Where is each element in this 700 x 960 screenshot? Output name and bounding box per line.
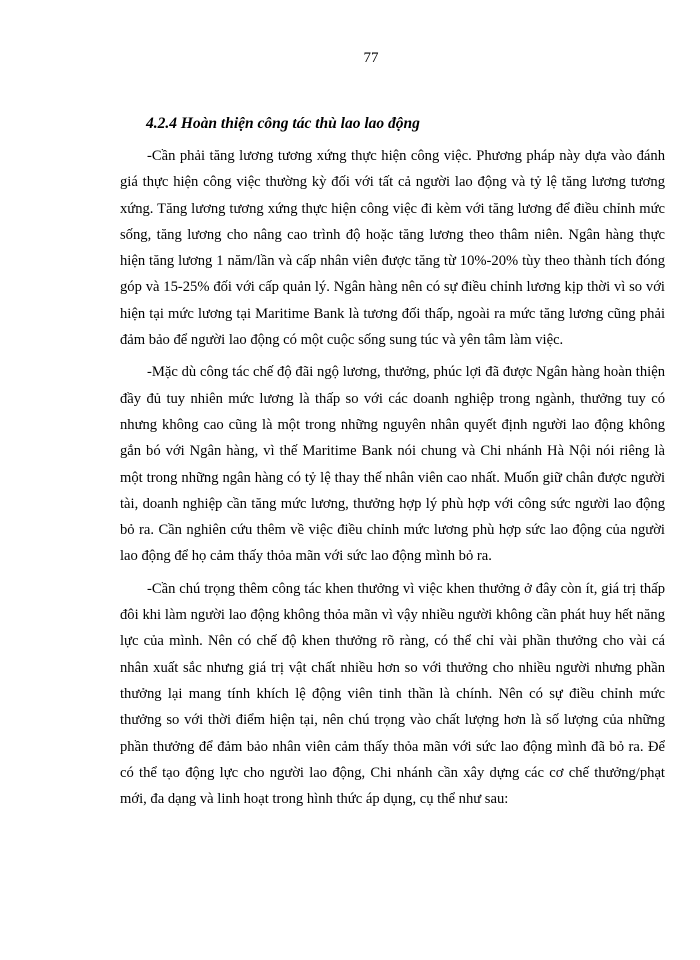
paragraph-rewards: -Cần chú trọng thêm công tác khen thưởng vì việc khen thưởng ở đây còn ít, giá trị thấp đôi khi làm người lao động không thỏa mãn vì vậy nhiều người không cần phát huy hết năng lực của mình. Nên có chế độ khen thưởng rõ ràng, có thể chỉ vài phần thưởng cho vài cá nhân xuất sắc nhưng giá trị vật chất nhiều hơn so với thưởng cho nhiều người nhưng phần thưởng lại mang tính khích lệ động viên tinh thần là chính. Nên có sự điều chỉnh mức thưởng so với thời điểm hiện tại, nên chú trọng vào chất lượng hơn là số lượng của những phần thưởng để đảm bảo nhân viên cảm thấy thỏa mãn với sức lao động mình đã bỏ ra. Để có thể tạo động lực cho người lao động, Chi nhánh cần xây dựng các cơ chế thưởng/phạt mới, đa dạng và linh hoạt trong hình thức áp dụng, cụ thể như sau: bbox=[120, 580, 665, 808]
paragraph-compensation-policy: -Mặc dù công tác chế độ đãi ngộ lương, thưởng, phúc lợi đã được Ngân hàng hoàn thiện đầy đủ tuy nhiên mức lương là thấp so với các doanh nghiệp trong ngành, thưởng tuy có nhưng không cao cũng là một trong những nguyên nhân quyết định người lao động không gắn bó với Ngân hàng, vì thế Maritime Bank nói chung và Chi nhánh Hà Nội nói riêng là một trong những ngân hàng có tỷ lệ thay thế nhân viên cao nhất. Muốn giữ chân được người tài, doanh nghiệp cần tăng mức lương, thưởng hợp lý phù hợp với công sức người lao động bỏ ra. Cần nghiên cứu thêm về việc điều chỉnh mức lương phù hợp sức lao động của người lao động để họ cảm thấy thỏa mãn với sức lao động mình bỏ ra. bbox=[120, 364, 665, 565]
section-heading: 4.2.4 Hoàn thiện công tác thù lao lao động bbox=[146, 115, 420, 132]
paragraph-salary-increase: -Cần phải tăng lương tương xứng thực hiện công việc. Phương pháp này dựa vào đánh giá thực hiện công việc thường kỳ đối với tất cả người lao động và tỷ lệ tăng lương tương xứng. Tăng lương tương xứng thực hiện công việc đi kèm với tăng lương để điều chỉnh mức sống, tăng lương cho nâng cao trình độ hoặc tăng lương theo thâm niên. Ngân hàng thực hiện tăng lương 1 năm/lần và cấp nhân viên được tăng từ 10%-20% tùy theo thành tích đóng góp và 15-25% đối với cấp quản lý. Ngân hàng nên có sự điều chỉnh lương kịp thời vì so với hiện tại mức lương tại Maritime Bank là tương đối thấp, ngoài ra mức tăng lương cũng phải đảm bảo để người lao động có một cuộc sống sung túc và yên tâm làm việc. bbox=[120, 148, 665, 349]
page-number: 77 bbox=[363, 50, 379, 66]
page-content bbox=[120, 113, 665, 812]
